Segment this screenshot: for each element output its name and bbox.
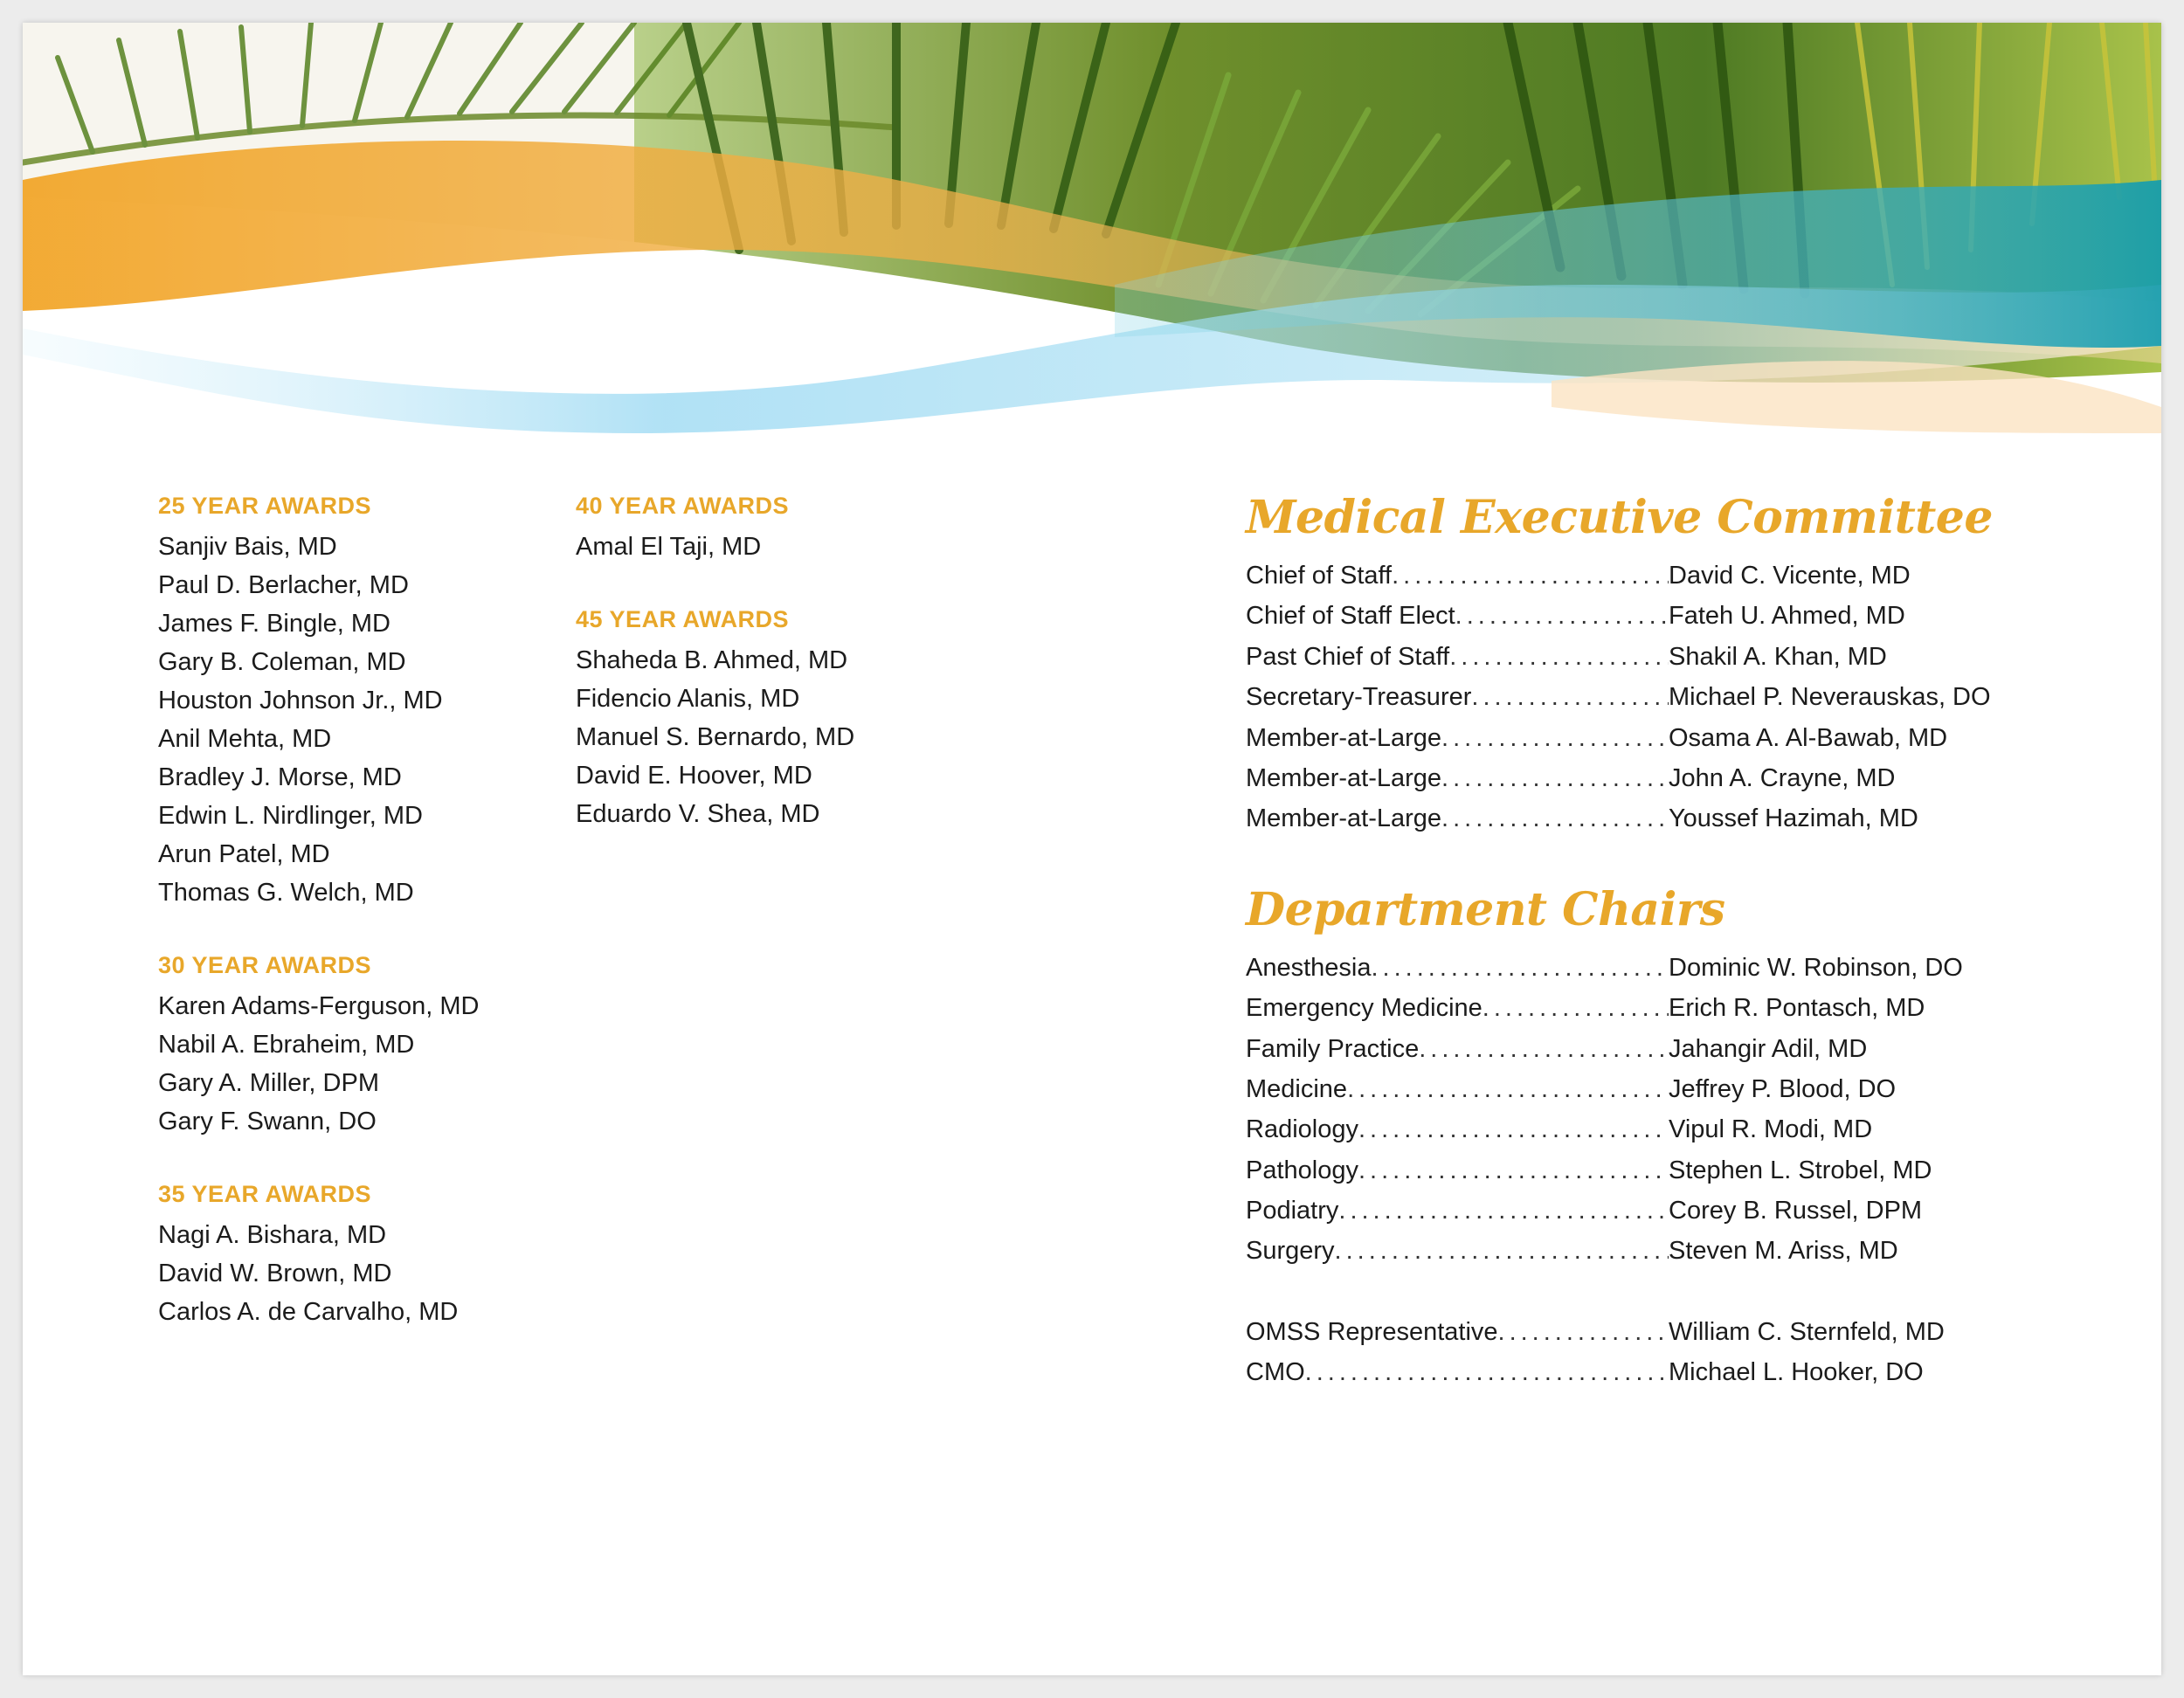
position-entry — [1246, 1150, 2119, 1191]
position-title: Chief of Staff — [1246, 562, 1393, 590]
award-recipient: Carlos A. de Carvalho, MD — [158, 1298, 459, 1326]
position-entry — [1246, 1231, 2119, 1271]
position-entry — [1246, 988, 2119, 1028]
award-heading: 25 YEAR AWARDS — [158, 493, 372, 519]
award-recipient: David W. Brown, MD — [158, 1260, 392, 1287]
awards-column-2 — [576, 489, 978, 870]
dot-leader — [1372, 948, 1669, 988]
position-holder: Fateh U. Ahmed, MD — [1669, 602, 1905, 631]
award-recipient: Eduardo V. Shea, MD — [576, 800, 820, 828]
chairs-list — [1246, 948, 2119, 1272]
awards-column-1 — [158, 489, 560, 1368]
position-entry — [1246, 1069, 2119, 1109]
position-entry — [1246, 1029, 2119, 1069]
position-title: Member-at-Large — [1246, 804, 1442, 833]
dot-leader — [1335, 1231, 1669, 1271]
position-holder: Erich R. Pontasch, MD — [1669, 994, 1925, 1023]
position-entry — [1246, 718, 2119, 758]
award-recipient: Nagi A. Bishara, MD — [158, 1221, 387, 1249]
award-recipient: Gary B. Coleman, MD — [158, 648, 406, 676]
award-recipient: Gary A. Miller, DPM — [158, 1069, 379, 1097]
position-entry — [1246, 677, 2119, 717]
position-title: Member-at-Large — [1246, 763, 1442, 792]
award-recipient: Manuel S. Bernardo, MD — [576, 723, 855, 751]
award-heading: 35 YEAR AWARDS — [158, 1181, 372, 1207]
position-holder: William C. Sternfeld, MD — [1669, 1317, 1945, 1346]
position-entry — [1246, 596, 2119, 636]
award-recipient: Paul D. Berlacher, MD — [158, 571, 409, 599]
dot-leader — [1305, 1352, 1669, 1392]
position-holder: Jeffrey P. Blood, DO — [1669, 1074, 1897, 1103]
award-recipient: Gary F. Swann, DO — [158, 1108, 377, 1135]
position-holder: John A. Crayne, MD — [1669, 763, 1896, 792]
position-holder: Michael P. Neverauskas, DO — [1669, 683, 1991, 712]
dot-leader — [1358, 1109, 1669, 1149]
award-recipient: Arun Patel, MD — [158, 840, 330, 868]
award-group — [158, 489, 560, 912]
position-entry — [1246, 798, 2119, 839]
dot-leader — [1338, 1191, 1669, 1231]
dot-leader — [1347, 1069, 1669, 1109]
position-title: Past Chief of Staff — [1246, 642, 1450, 671]
position-holder: Stephen L. Strobel, MD — [1669, 1156, 1932, 1184]
position-holder: Dominic W. Robinson, DO — [1669, 953, 1963, 982]
dot-leader — [1441, 758, 1669, 798]
position-holder: Osama A. Al-Bawab, MD — [1669, 723, 1948, 752]
position-entry — [1246, 556, 2119, 596]
award-recipient: Sanjiv Bais, MD — [158, 533, 337, 561]
position-title: Anesthesia — [1246, 953, 1372, 982]
position-holder: Michael L. Hooker, DO — [1669, 1358, 1924, 1387]
position-holder: Steven M. Ariss, MD — [1669, 1237, 1898, 1266]
position-holder: Shakil A. Khan, MD — [1669, 642, 1887, 671]
award-recipient: Houston Johnson Jr., MD — [158, 687, 443, 714]
dot-leader — [1441, 718, 1669, 758]
award-recipient: Amal El Taji, MD — [576, 533, 762, 561]
position-entry — [1246, 1352, 2119, 1392]
award-recipient: Anil Mehta, MD — [158, 725, 332, 753]
position-entry — [1246, 1109, 2119, 1149]
award-group — [576, 603, 978, 833]
dot-leader — [1358, 1150, 1669, 1191]
award-group — [158, 949, 560, 1141]
position-entry — [1246, 758, 2119, 798]
dot-leader — [1482, 988, 1669, 1028]
position-title: Surgery — [1246, 1237, 1335, 1266]
brochure-page — [23, 23, 2161, 1675]
award-group — [158, 1177, 560, 1331]
position-entry — [1246, 637, 2119, 677]
position-title: Member-at-Large — [1246, 723, 1442, 752]
position-entry — [1246, 948, 2119, 988]
award-heading: 30 YEAR AWARDS — [158, 952, 372, 978]
dot-leader — [1471, 677, 1669, 717]
award-recipient: Nabil A. Ebraheim, MD — [158, 1031, 415, 1059]
officers-list — [1246, 1312, 2119, 1393]
dot-leader — [1419, 1029, 1669, 1069]
position-title: Radiology — [1246, 1115, 1358, 1144]
mec-list — [1246, 556, 2119, 839]
position-title: OMSS Representative — [1246, 1317, 1498, 1346]
position-holder: David C. Vicente, MD — [1669, 562, 1911, 590]
position-entry — [1246, 1312, 2119, 1352]
position-holder: Corey B. Russel, DPM — [1669, 1197, 1923, 1225]
position-holder: Youssef Hazimah, MD — [1669, 804, 1918, 833]
position-title: Family Practice — [1246, 1034, 1420, 1063]
dot-leader — [1455, 596, 1669, 636]
award-recipient: James F. Bingle, MD — [158, 610, 390, 638]
award-recipient: Thomas G. Welch, MD — [158, 879, 414, 907]
position-title: Pathology — [1246, 1156, 1358, 1184]
position-title: Medicine — [1246, 1074, 1348, 1103]
position-title: Podiatry — [1246, 1197, 1339, 1225]
chairs-title: Department Chairs — [1246, 882, 1725, 936]
position-holder: Jahangir Adil, MD — [1669, 1034, 1868, 1063]
palm-leaf-banner — [23, 23, 2161, 442]
position-title: CMO — [1246, 1358, 1305, 1387]
position-title: Chief of Staff Elect — [1246, 602, 1455, 631]
award-recipient: Karen Adams-Ferguson, MD — [158, 992, 480, 1020]
award-group — [576, 489, 978, 566]
dot-leader — [1498, 1312, 1669, 1352]
mec-title: Medical Executive Committee — [1246, 491, 1993, 544]
award-recipient: Shaheda B. Ahmed, MD — [576, 646, 848, 674]
position-holder: Vipul R. Modi, MD — [1669, 1115, 1873, 1144]
position-title: Emergency Medicine — [1246, 994, 1482, 1023]
award-recipient: Fidencio Alanis, MD — [576, 685, 800, 713]
award-heading: 45 YEAR AWARDS — [576, 606, 790, 632]
committees-column — [1246, 487, 2119, 1393]
award-recipient: Bradley J. Morse, MD — [158, 763, 402, 791]
dot-leader — [1392, 556, 1669, 596]
award-recipient: Edwin L. Nirdlinger, MD — [158, 802, 423, 830]
dot-leader — [1441, 798, 1669, 839]
award-heading: 40 YEAR AWARDS — [576, 493, 790, 519]
position-entry — [1246, 1191, 2119, 1231]
position-title: Secretary-Treasurer — [1246, 683, 1472, 712]
award-recipient: David E. Hoover, MD — [576, 762, 812, 790]
dot-leader — [1449, 637, 1669, 677]
